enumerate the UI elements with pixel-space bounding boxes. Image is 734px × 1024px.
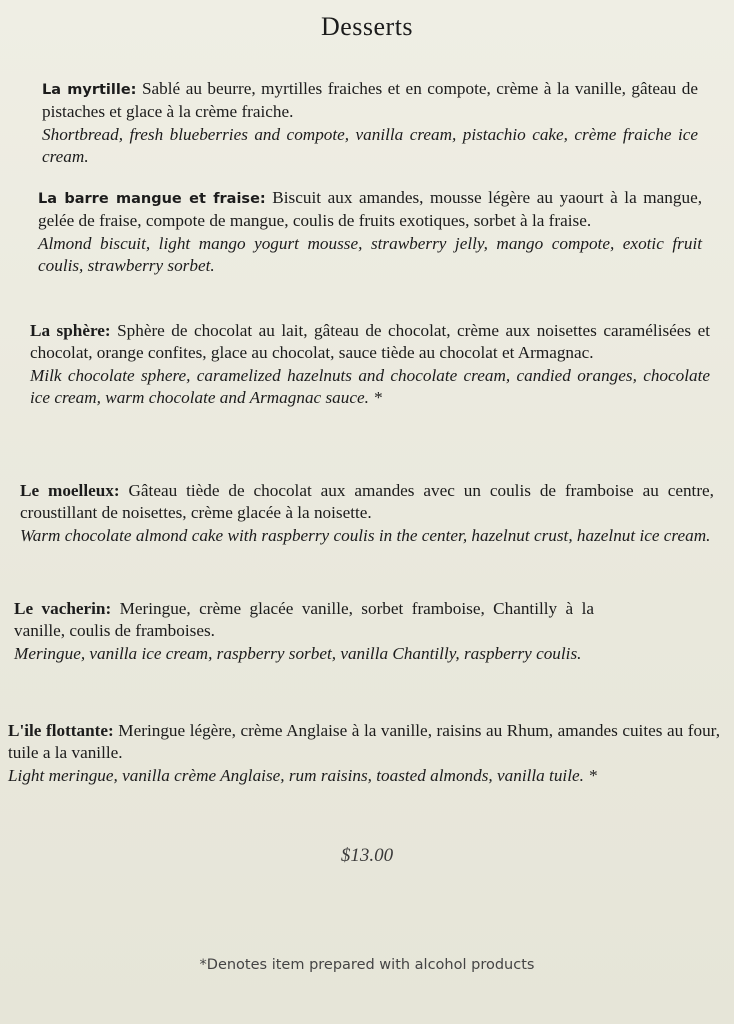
item-french-description: L'ile flottante: Meringue légère, crème Anglaise à la vanille, raisins au Rhum, amandes cuites au four, tuile a la vanille. [8,721,721,763]
price: $13.00 [340,845,394,866]
item-name: La sphère: [30,321,111,340]
menu-item-vacherin [14,598,594,665]
item-french-description: La myrtille: Sablé au beurre, myrtilles fraiches et en compote, crème à la vanille, gâteau de pistaches et glace à la crème fraiche. [42,79,698,122]
item-name: La myrtille: [42,82,137,98]
menu-item-moelleux [20,480,714,547]
menu-item-ile-flottante [8,720,720,787]
menu-item-myrtille [42,78,698,168]
item-name: L'ile flottante: [8,721,114,740]
menu-item-sphere [30,320,710,409]
item-french-description: La barre mangue et fraise: Biscuit aux amandes, mousse légère au yaourt à la mangue, gelée de fraise, compote de mangue, coulis de fruits exotiques, sorbet à la fraise. [38,188,702,231]
item-english-description: Shortbread, fresh blueberries and compote, vanilla cream, pistachio cake, crème fraiche ice cream. [42,124,698,166]
page-title: Desserts [320,12,414,41]
item-english-description: Warm chocolate almond cake with raspberry coulis in the center, hazelnut crust, hazelnut ice cream. [20,525,711,545]
item-name: Le moelleux: [20,481,120,500]
item-french-description: Le vacherin: Meringue, crème glacée vanille, sorbet framboise, Chantilly à la vanille, coulis de framboises. [14,599,594,641]
item-french-description: Le moelleux: Gâteau tiède de chocolat aux amandes avec un coulis de framboise au centre, croustillant de noisettes, crème glacée à la noisette. [20,481,714,523]
item-name: La barre mangue et fraise: [38,191,266,207]
item-english-description: Light meringue, vanilla crème Anglaise, rum raisins, toasted almonds, vanilla tuile. * [8,765,597,785]
menu-item-barre-mangue-fraise [38,187,702,277]
item-english-description: Almond biscuit, light mango yogurt mousse, strawberry jelly, mango compote, exotic fruit coulis, strawberry sorbet. [38,233,702,275]
item-english-description: Milk chocolate sphere, caramelized hazelnuts and chocolate cream, candied oranges, chocolate ice cream, warm chocolate and Armagnac sauce. * [30,365,710,407]
item-name: Le vacherin: [14,599,112,618]
item-english-description: Meringue, vanilla ice cream, raspberry sorbet, vanilla Chantilly, raspberry coulis. [14,643,582,663]
alcohol-footnote: *Denotes item prepared with alcohol products [199,957,535,973]
item-french-description: La sphère: Sphère de chocolat au lait, gâteau de chocolat, crème aux noisettes caramélisées et chocolat, orange confites, glace au chocolat, sauce tiède au chocolat et Armagnac. [30,321,710,363]
